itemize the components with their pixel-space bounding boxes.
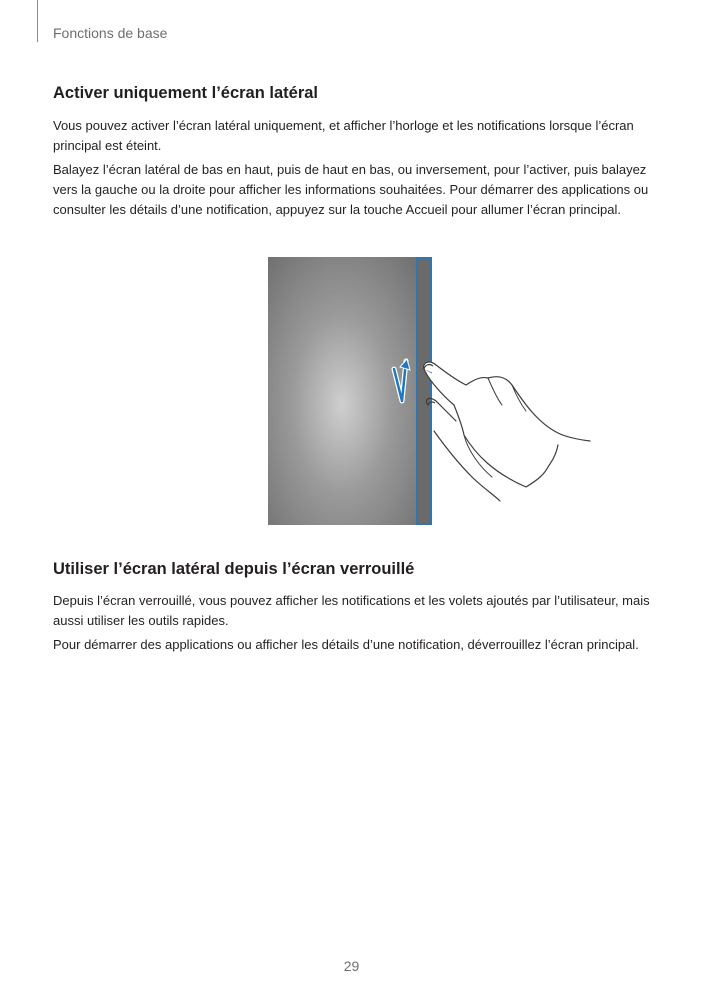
hand-icon: [424, 362, 590, 501]
paragraph: Vous pouvez activer l’écran latéral uniquement, et afficher l’horloge et les notifications lorsque l’écran principal est éteint.: [53, 118, 634, 153]
section-title-lock-screen: Utiliser l’écran latéral depuis l’écran verrouillé: [53, 560, 415, 578]
margin-rule: [37, 0, 38, 42]
edge-screen-highlight: [416, 257, 432, 525]
edge-screen-illustration: [266, 255, 596, 527]
page-number: 29: [343, 958, 360, 974]
section-title-activate-edge: Activer uniquement l’écran latéral: [53, 84, 319, 102]
paragraph: Balayez l’écran latéral de bas en haut, puis de haut en bas, ou inversement, pour l’activer, puis balayez vers la gauche ou la droite pour afficher les informations souhaitées. Pour démarrer des applications ou consulter les détails d’une notification, appuyez sur la touche Accueil pour allumer l’écran principal.: [53, 162, 649, 217]
paragraph: Depuis l’écran verrouillé, vous pouvez afficher les notifications et les volets ajoutés par l’utilisateur, mais aussi utiliser les outils rapides.: [53, 593, 650, 628]
paragraph: Pour démarrer des applications ou afficher les détails d’une notification, déverrouillez l’écran principal.: [53, 637, 639, 652]
page-header: Fonctions de base: [53, 25, 168, 41]
phone-screen: [268, 257, 416, 525]
